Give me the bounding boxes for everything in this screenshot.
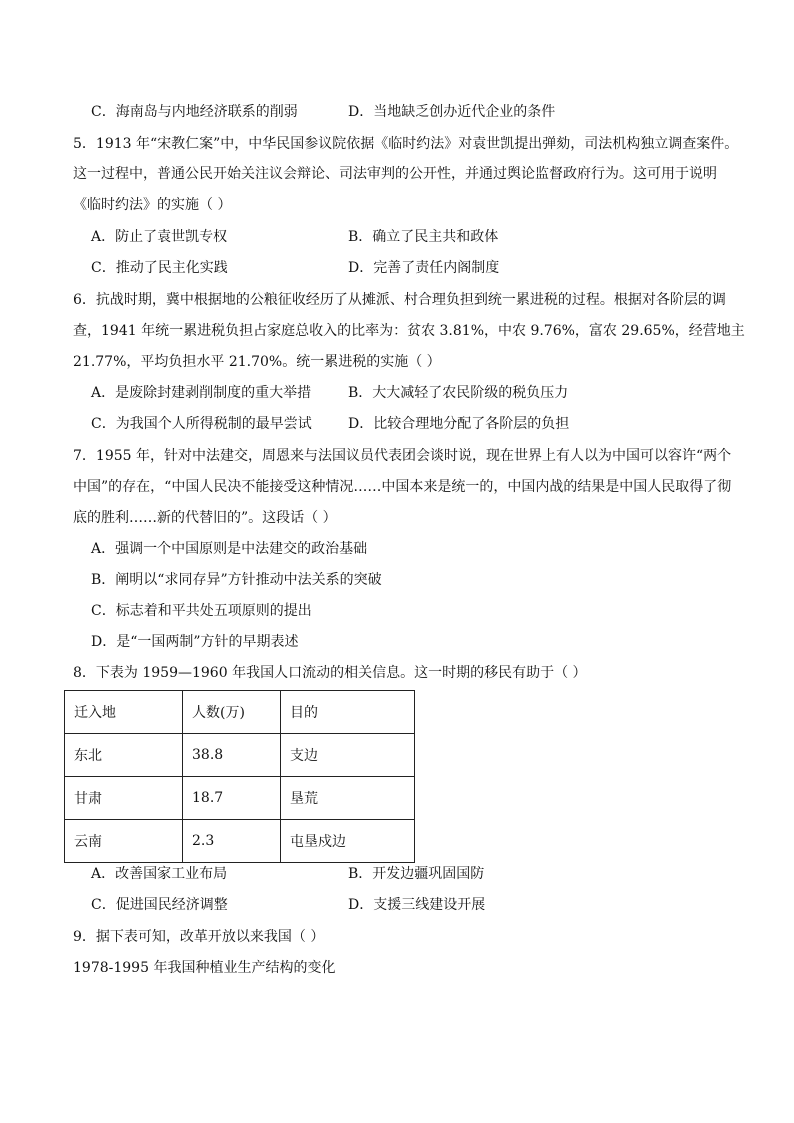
q7-option-b: B．阐明以“求同存异”方针推动中法关系的突破 bbox=[91, 572, 382, 588]
table-header-cell: 人数(万) bbox=[183, 691, 281, 734]
q8-stem: 8．下表为 1959—1960 年我国人口流动的相关信息。这一时期的移民有助于（ ） bbox=[73, 665, 587, 681]
table-row bbox=[65, 734, 415, 777]
q7-option-a: A．强调一个中国原则是中法建交的政治基础 bbox=[91, 541, 368, 557]
q5-stem-line-3: 《临时约法》的实施（ ） bbox=[73, 197, 232, 213]
table-header-row bbox=[65, 691, 415, 734]
q5-option-b: B．确立了民主共和政体 bbox=[348, 229, 499, 245]
table-cell: 甘肃 bbox=[65, 777, 183, 820]
table-row bbox=[65, 820, 415, 863]
migration-table bbox=[64, 690, 415, 863]
q9-table-caption: 1978-1995 年我国种植业生产结构的变化 bbox=[73, 960, 336, 976]
table-cell: 东北 bbox=[65, 734, 183, 777]
q8-option-a: A．改善国家工业布局 bbox=[91, 866, 228, 882]
table-header-cell: 迁入地 bbox=[65, 691, 183, 734]
q6-stem-line-1: 6．抗战时期，冀中根据地的公粮征收经历了从摊派、村合理负担到统一累进税的过程。根据对各阶层的调 bbox=[73, 292, 726, 308]
q8-option-c: C．促进国民经济调整 bbox=[91, 897, 228, 913]
q6-option-c: C．为我国个人所得税制的最早尝试 bbox=[91, 416, 312, 432]
q7-option-d: D．是“一国两制”方针的早期表述 bbox=[91, 634, 299, 650]
q9-stem: 9．据下表可知，改革开放以来我国（ ） bbox=[73, 929, 325, 945]
q7-option-c: C．标志着和平共处五项原则的提出 bbox=[91, 603, 312, 619]
table-cell: 2.3 bbox=[183, 820, 281, 863]
table-cell: 垦荒 bbox=[281, 777, 415, 820]
table-cell: 屯垦戍边 bbox=[281, 820, 415, 863]
q4-option-d: D．当地缺乏创办近代企业的条件 bbox=[348, 104, 556, 120]
q7-stem-line-2: 中国”的存在，“中国人民决不能接受这种情况……中国本来是统一的，中国内战的结果是中国人民取得了彻 bbox=[73, 479, 732, 495]
q8-option-d: D．支援三线建设开展 bbox=[348, 897, 486, 913]
table-cell: 支边 bbox=[281, 734, 415, 777]
q7-stem-line-1: 7．1955 年，针对中法建交，周恩来与法国议员代表团会谈时说，现在世界上有人以为中国可以容许“两个 bbox=[73, 448, 732, 464]
q5-option-a: A．防止了袁世凯专权 bbox=[91, 229, 228, 245]
q6-option-d: D．比较合理地分配了各阶层的负担 bbox=[348, 416, 570, 432]
q6-stem-line-2: 查，1941 年统一累进税负担占家庭总收入的比率为：贫农 3.81%，中农 9.76%，富农 29.65%，经营地主 bbox=[73, 323, 745, 339]
q5-stem-line-1: 5．1913 年“宋教仁案”中，中华民国参议院依据《临时约法》对袁世凯提出弹劾，司法机构独立调查案件。 bbox=[73, 136, 739, 152]
q7-stem-line-3: 底的胜利……新的代替旧的”。这段话（ ） bbox=[73, 510, 337, 526]
q5-option-d: D．完善了责任内阁制度 bbox=[348, 260, 500, 276]
table-cell: 38.8 bbox=[183, 734, 281, 777]
table-cell: 18.7 bbox=[183, 777, 281, 820]
q5-option-c: C．推动了民主化实践 bbox=[91, 260, 228, 276]
table-cell: 云南 bbox=[65, 820, 183, 863]
q4-option-c: C．海南岛与内地经济联系的削弱 bbox=[91, 104, 298, 120]
q5-stem-line-2: 这一过程中，普通公民开始关注议会辩论、司法审判的公开性，并通过舆论监督政府行为。这可用于说明 bbox=[73, 166, 717, 182]
q6-option-a: A．是废除封建剥削制度的重大举措 bbox=[91, 385, 312, 401]
table-header-cell: 目的 bbox=[281, 691, 415, 734]
q6-option-b: B．大大减轻了农民阶级的税负压力 bbox=[348, 385, 569, 401]
q6-stem-line-3: 21.77%，平均负担水平 21.70%。统一累进税的实施（ ） bbox=[73, 354, 441, 370]
table-row bbox=[65, 777, 415, 820]
q8-option-b: B．开发边疆巩固国防 bbox=[348, 866, 485, 882]
